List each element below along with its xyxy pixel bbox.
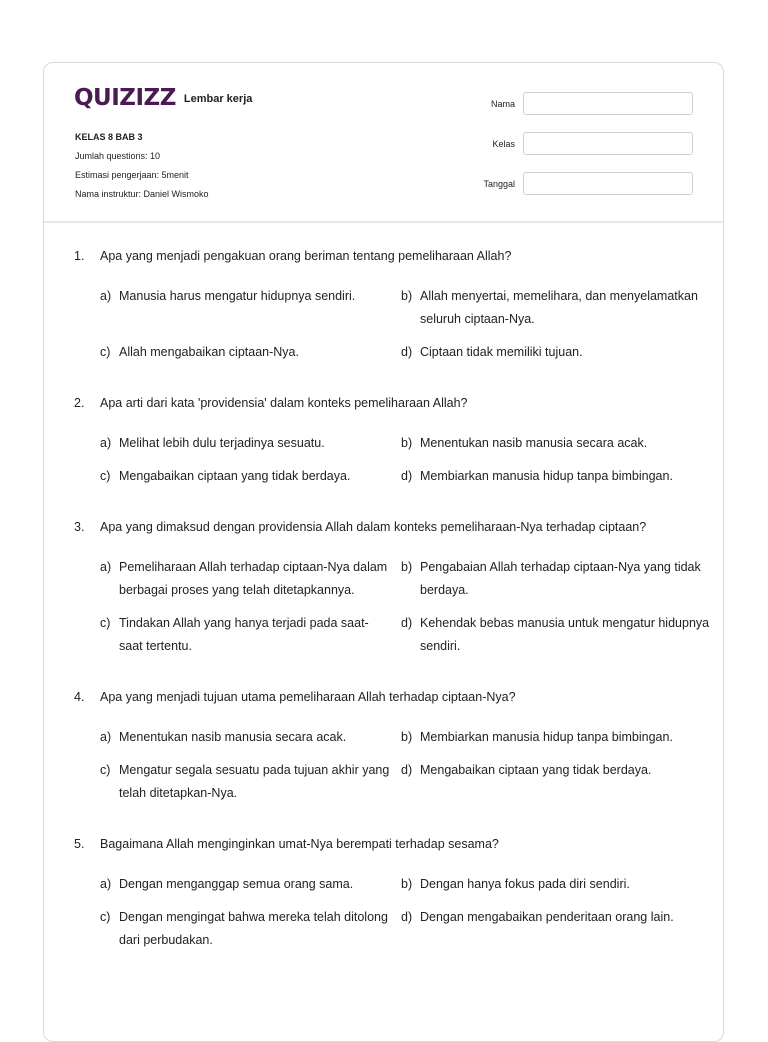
option[interactable] (401, 612, 721, 658)
option-list (100, 432, 694, 488)
question-stem (74, 835, 694, 853)
option-letter: b) (401, 877, 413, 891)
question-stem (74, 518, 694, 536)
option-text: Dengan mengabaikan penderitaan orang lain. (420, 910, 674, 924)
option-letter: c) (100, 616, 111, 630)
class-input[interactable] (523, 132, 693, 155)
time-estimate: Estimasi pengerjaan: 5menit (75, 170, 189, 180)
question-number: 4. (74, 690, 85, 704)
option-text: Melihat lebih dulu terjadinya sesuatu. (119, 436, 325, 450)
question (74, 835, 694, 952)
question (74, 688, 694, 805)
option-letter: d) (401, 910, 413, 924)
question-stem (74, 688, 694, 706)
option-letter: b) (401, 730, 413, 744)
worksheet-header (44, 63, 723, 223)
option[interactable] (100, 873, 401, 896)
date-input[interactable] (523, 172, 693, 195)
option-text: Dengan hanya fokus pada diri sendiri. (420, 877, 630, 891)
option[interactable] (401, 726, 721, 749)
option-text: Pengabaian Allah terhadap ciptaan-Nya yang tidak berdaya. (420, 560, 701, 597)
name-input[interactable] (523, 92, 693, 115)
option[interactable] (401, 759, 721, 805)
option-text: Dengan mengingat bahwa mereka telah ditolong dari perbudakan. (119, 910, 388, 947)
question-list (74, 247, 710, 952)
option-text: Menentukan nasib manusia secara acak. (119, 730, 347, 744)
option-letter: c) (100, 469, 111, 483)
question-number: 5. (74, 837, 85, 851)
option-list (100, 726, 694, 805)
option-letter: b) (401, 289, 413, 303)
question-text: Apa yang dimaksud dengan providensia Allah dalam konteks pemeliharaan-Nya terhadap ciptaan? (100, 520, 647, 534)
brand (74, 85, 252, 111)
option-letter: b) (401, 560, 413, 574)
option-text: Ciptaan tidak memiliki tujuan. (420, 345, 583, 359)
option-text: Pemeliharaan Allah terhadap ciptaan-Nya dalam berbagai proses yang telah ditetapkannya. (119, 560, 388, 597)
question-text: Apa yang menjadi pengakuan orang beriman tentang pemeliharaan Allah? (100, 249, 512, 263)
option-letter: a) (100, 436, 112, 450)
option[interactable] (401, 556, 721, 602)
option-list (100, 873, 694, 952)
option-letter: d) (401, 763, 413, 777)
option[interactable] (401, 465, 721, 488)
question-text: Apa arti dari kata 'providensia' dalam konteks pemeliharaan Allah? (100, 396, 468, 410)
option-letter: d) (401, 345, 413, 359)
date-field (435, 172, 693, 195)
question (74, 518, 710, 658)
sheet-type: Lembar kerja (183, 93, 253, 105)
option[interactable] (401, 873, 721, 896)
option[interactable] (100, 556, 401, 602)
question-stem (74, 247, 694, 265)
option[interactable] (100, 759, 401, 805)
option[interactable] (100, 612, 401, 658)
option[interactable] (100, 726, 401, 749)
option[interactable] (401, 906, 721, 952)
option-text: Membiarkan manusia hidup tanpa bimbingan. (420, 469, 673, 483)
option-letter: a) (100, 730, 112, 744)
option-letter: b) (401, 436, 413, 450)
quizizz-logo: QUIZIZZ (74, 85, 176, 111)
option-text: Manusia harus mengatur hidupnya sendiri. (119, 289, 356, 303)
option[interactable] (401, 341, 721, 364)
worksheet-meta (75, 128, 209, 204)
option[interactable] (100, 341, 401, 364)
name-field (435, 92, 693, 115)
option-letter: a) (100, 877, 112, 891)
option-text: Mengatur segala sesuatu pada tujuan akhir yang telah ditetapkan-Nya. (119, 763, 390, 800)
question-text: Bagaimana Allah menginginkan umat-Nya berempati terhadap sesama? (100, 837, 499, 851)
option-list (100, 285, 698, 364)
option-letter: c) (100, 910, 111, 924)
option-letter: d) (401, 469, 413, 483)
option-text: Tindakan Allah yang hanya terjadi pada saat-saat tertentu. (119, 616, 369, 653)
class-label: Kelas (492, 138, 515, 149)
name-label: Nama (490, 98, 515, 109)
class-field (435, 132, 693, 155)
option-text: Membiarkan manusia hidup tanpa bimbingan. (420, 730, 673, 744)
question-number: 2. (74, 396, 85, 410)
option-text: Allah mengabaikan ciptaan-Nya. (119, 345, 299, 359)
option-list (100, 556, 710, 658)
question-number: 1. (74, 249, 85, 263)
option-letter: c) (100, 345, 111, 359)
option-text: Kehendak bebas manusia untuk mengatur hidupnya sendiri. (420, 616, 710, 653)
option-text: Allah menyertai, memelihara, dan menyelamatkan seluruh ciptaan-Nya. (420, 289, 698, 326)
question-number: 3. (74, 520, 85, 534)
worksheet-title: KELAS 8 BAB 3 (75, 132, 143, 142)
option[interactable] (100, 906, 401, 952)
question (74, 247, 698, 364)
worksheet (43, 62, 724, 1042)
option[interactable] (100, 432, 401, 455)
option[interactable] (401, 432, 721, 455)
option[interactable] (401, 285, 721, 331)
option-letter: a) (100, 560, 112, 574)
question-count: Jumlah questions: 10 (75, 151, 161, 161)
option-letter: d) (401, 616, 413, 630)
option[interactable] (100, 465, 401, 488)
question (74, 394, 694, 488)
instructor-name: Nama instruktur: Daniel Wismoko (75, 189, 209, 199)
question-stem (74, 394, 694, 412)
option-letter: a) (100, 289, 112, 303)
question-text: Apa yang menjadi tujuan utama pemeliharaan Allah terhadap ciptaan-Nya? (100, 690, 516, 704)
option-letter: c) (100, 763, 111, 777)
option-text: Dengan menganggap semua orang sama. (119, 877, 354, 891)
option[interactable] (100, 285, 401, 331)
option-text: Menentukan nasib manusia secara acak. (420, 436, 648, 450)
option-text: Mengabaikan ciptaan yang tidak berdaya. (119, 469, 351, 483)
option-text: Mengabaikan ciptaan yang tidak berdaya. (420, 763, 652, 777)
date-label: Tanggal (483, 178, 515, 189)
